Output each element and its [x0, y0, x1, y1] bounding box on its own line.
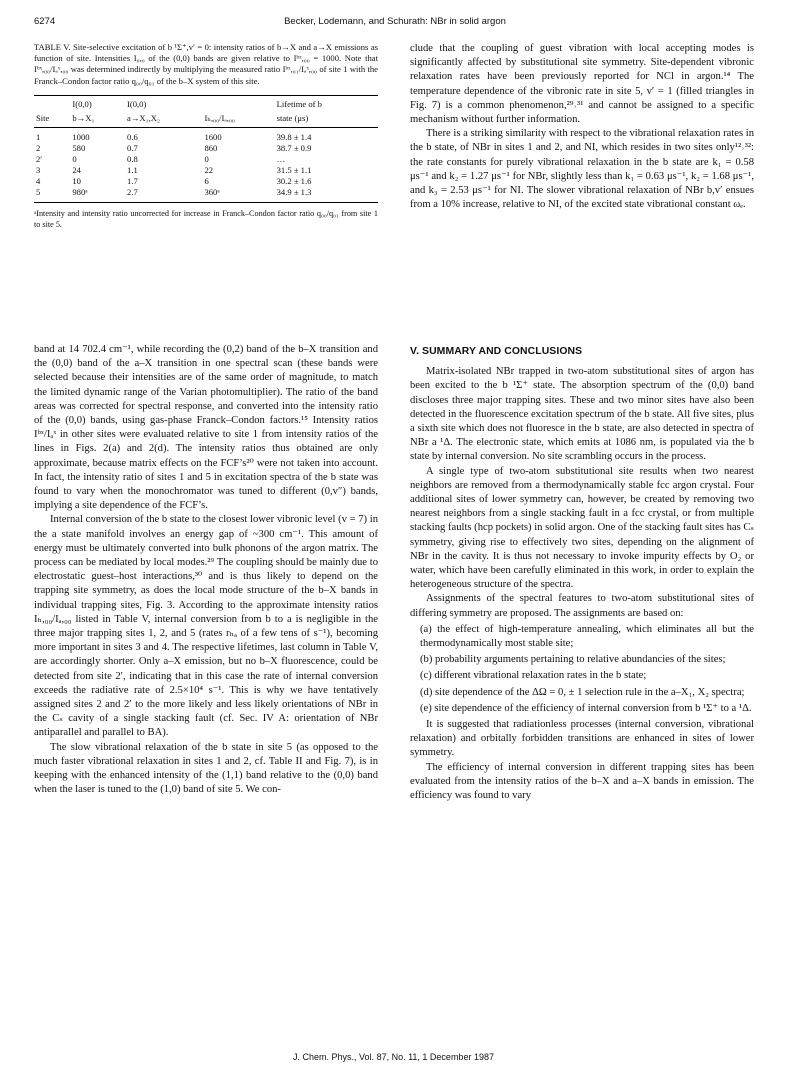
cell-life: …	[276, 153, 286, 164]
cell-bx: 1000	[72, 131, 90, 142]
cell-site: 2	[36, 142, 41, 153]
cell-ratio: 0	[204, 153, 209, 164]
list-item: (b) probability arguments pertaining to relative abundancies of the sites;	[420, 654, 726, 666]
table-caption: TABLE V. Site-selective excitation of b ¹Σ⁺,v′ = 0: intensity ratios of b→X and a→X emissions as function of site. Intensities I₀,₀ of the (0,0) bands are given relative to Iᵇˣ,₀₀ = 1000. Note that Iᵇˣ,₀₀/Iₐˣ,₀₀ was determined indirectly by multiplying the measured ratio Iᵇˣ,₀₁/Iₐˣ,₀₀ of site 1 with the Franck–Condon factor ratio q₀₀/q₀₁ of the b–X system of this site.	[34, 42, 378, 86]
paragraph: A single type of two-atom substitutional site results when two nearest neighbors are removed from a thermodynamically stable fcc argon crystal. Four additional sites of lower symmetry can, however, be created by removing two nearest neighbors from a single stacking fault in a fcc crystal, or from multiple stacking faults (hcp pockets) in solid argon. One of the stacking fault sites has Cₛ symmetry, giving rise to effectively two sites, depending on the alignment of NBr in the cavity. It is thus not necessary to invoke impurity effects by O₂ or water, which have been carefully eliminated in this work, in order to explain the heterogeneous structure of the spectra.	[410, 465, 754, 591]
cell-bx: 980ᵃ	[70, 187, 125, 203]
cell-ratio: 1600	[204, 131, 222, 142]
col-header-bx: b→X₁	[70, 110, 125, 128]
cell-bx: 10	[72, 175, 81, 186]
col-header-ratio: Iₕ,₀₀/Iₐ,₀₀	[202, 110, 274, 128]
paragraph: clude that the coupling of guest vibration with local accepting modes is significantly affected by substitutional site symmetry. Site-dependent vibronic relaxation rates have been previously reported for NCl in argon.¹⁴ The temperature dependence of the vibronic rate in site 5, v′ = 1 (filled triangles in Fig. 7) is a common phenomenon,²⁹˒³¹ and cannot be assigned to a specific mechanism without further information.	[410, 43, 754, 126]
paragraph: Assignments of the spectral features to two-atom substitutional sites of differing symmetry are proposed. The assignments are based on:	[410, 593, 754, 619]
running-header	[34, 16, 756, 30]
col-header-ax-top: I(0,0)	[125, 95, 202, 110]
cell-ax: 0.6	[127, 131, 138, 142]
cell-site: 5	[34, 187, 70, 203]
col-header-life: state (μs)	[275, 110, 378, 128]
cell-life: 38.7 ± 0.9	[276, 142, 312, 153]
journal-footer: J. Chem. Phys., Vol. 87, No. 11, 1 December 1987	[293, 1052, 494, 1062]
cell-bx: 24	[72, 164, 81, 175]
list-item: (c) different vibrational relaxation rates in the b state;	[420, 670, 647, 682]
section-heading: V. SUMMARY AND CONCLUSIONS	[410, 346, 583, 357]
paragraph: band at 14 702.4 cm⁻¹, while recording the (0,2) band of the b–X transition and the (0,0) band of the a–X transition in one spectral scan (these bands were selected because their intensities are of the same order of magnitude, to match the limited dynamic range of the Varian photomultiplier). The ratio of the band areas was corrected for spectral response, and converted into the intensity ratio of the (0,0) bands, using gas-phase Franck–Condon factors.¹⁵ Intensity ratios Iᵇˣ/Iₐˣ in other sites were evaluated relative to site 1 from intensity ratios of the lines in Figs. 2(a) and 2(d). The intensity ratios thus obtained are only approximate, because matrix effects on the FCF’s²⁰ were not taken into account. In fact, the intensity ratio of sites 1 and 5 in excitation spectra of the b state was found to vary when the monochromator was tuned to different (0,v″) bands, implying a site dependence of the FCF’s.	[34, 344, 378, 512]
cell-site: 1	[36, 131, 41, 142]
table-row	[34, 143, 378, 154]
table-row	[34, 154, 378, 165]
paragraph: Matrix-isolated NBr trapped in two-atom substitutional sites of argon has been excited to the b ¹Σ⁺ state. The absorption spectrum of the (0,0) band discloses three major trapping sites. These and two minor sites have also been detected in the fluorescence excitation spectrum of the b state. All five sites, plus a sixth site which does not fluoresce in the b state, are also detected in spectra of NBr a ¹Δ. The electronic state, which emits at 1086 nm, is populated via the b state by internal conversion. No site scrambling occurs in the process.	[410, 366, 754, 463]
cell-ax: 1.1	[127, 164, 138, 175]
table-v	[34, 95, 378, 203]
cell-site: 4	[36, 175, 41, 186]
table-row	[34, 176, 378, 187]
cell-ax: 2.7	[125, 187, 202, 203]
running-head-title: Becker, Lodemann, and Schurath: NBr in solid argon	[284, 16, 506, 27]
col-header-life-top: Lifetime of b	[275, 95, 378, 110]
right-column-body	[410, 343, 754, 803]
list-item: (a) the effect of high-temperature annealing, which eliminates all but the thermodynamically most stable site;	[420, 623, 754, 650]
cell-ax: 0.7	[127, 142, 138, 153]
table-footnote: ᵃIntensity and intensity ratio uncorrected for increase in Franck–Condon factor ratio q₀₀/q₀₁ from site 1 to site 5.	[34, 208, 378, 229]
col-header-site: Site	[34, 110, 70, 128]
cell-bx: 0	[72, 153, 77, 164]
paragraph: It is suggested that radiationless processes (internal conversion, vibrational relaxation) and orbitally forbidden transitions are enhanced in sites of lower symmetry.	[410, 719, 754, 759]
paragraph: The slow vibrational relaxation of the b state in site 5 (as opposed to the much faster vibrational relaxation in sites 1 and 2, cf. Table II and Fig. 7), is in keeping with the enhanced intensity of the (1,1) band relative to the (0,0) band when the laser is tuned to the (1,0) band of site 5. We con-	[34, 741, 378, 796]
cell-ax: 0.8	[127, 153, 138, 164]
cell-ax: 1.7	[127, 175, 138, 186]
right-column-top	[410, 42, 754, 212]
col-header-ratio-blank	[202, 95, 274, 110]
paragraph: There is a striking similarity with respect to the vibrational relaxation rates in the b state, of NBr in sites 1 and 2, and NI, which resides in two sites only¹²˒³²: the rate constants for purely vibrational relaxation in the b state are k₁ = 0.58 μs⁻¹ and k₂ = 1.27 μs⁻¹ for NBr, slightly less than k₁ = 0.63 μs⁻¹, k₂ = 1.68 μs⁻¹, and k₃ = 2.53 μs⁻¹ for NI. The slower vibrational relaxation of NBr b,v′ ensues from a 10% increase, relative to NI, of the excited state vibrational constant ωₑ.	[410, 128, 754, 211]
cell-life: 30.2 ± 1.6	[276, 175, 312, 186]
cell-ratio: 360ᵃ	[202, 187, 274, 203]
col-header-site-blank	[34, 95, 70, 110]
cell-bx: 580	[72, 142, 86, 153]
list-item: (d) site dependence of the ΔΩ = 0, ± 1 selection rule in the a–X₁, X₂ spectra;	[420, 686, 745, 698]
col-header-bx-top: I(0,0)	[70, 95, 125, 110]
cell-site: 3	[36, 164, 41, 175]
cell-ratio: 860	[204, 142, 218, 153]
cell-site: 2′	[36, 153, 43, 164]
cell-life: 34.9 ± 1.3	[275, 187, 378, 203]
table-row	[34, 187, 378, 203]
list-item: (e) site dependence of the efficiency of internal conversion from b ¹Σ⁺ to a ¹Δ.	[420, 702, 752, 714]
table-v-block	[34, 42, 378, 230]
col-header-ax: a→X₁,X₂	[125, 110, 202, 128]
table-row	[34, 127, 378, 143]
assignment-list	[410, 623, 754, 716]
cell-ratio: 6	[204, 175, 209, 186]
paragraph: Internal conversion of the b state to the closest lower vibronic level (v = 7) in the a state manifold involves an energy gap of ~300 cm⁻¹. This amount of energy must be ultimately converted into bulk phonons of the argon matrix. The process can be mediated by local modes.²⁹ The coupling should be mainly due to electrostatic guest–host interactions,³⁰ and is thus likely to depend on the trapping site symmetry, as does the local mode structure of the b–X bands in individual trapping sites, Fig. 3. According to the approximate intensity ratios Iₕ,₀₀/Iₐ,₀₀ listed in Table V, internal conversion from b to a is negligible in the three major trapping sites 1, 2, and 5 (rates rₕₐ of a few tens of s⁻¹), becoming more important in sites 3 and 4. The respective lifetimes, last column in Table V, are accordingly shorter. Only a–X emission, but no b–X fluorescence, could be detected from site 2′, indicating that in this case the rate of internal conversion exceeds the radiative rate of 2.5×10⁴ s⁻¹. This is why we have tentatively assigned sites 2 and 2′ to the more likely and less likely orientations of NBr in the Cₛ cavity of a single stacking fault (cf. Sec. IV A: orientation of NBr antiparallel and parallel to BA).	[34, 514, 378, 739]
cell-life: 31.5 ± 1.1	[276, 164, 312, 175]
cell-life: 39.8 ± 1.4	[276, 131, 312, 142]
cell-ratio: 22	[204, 164, 214, 175]
left-column-body	[34, 343, 378, 798]
table-row	[34, 165, 378, 176]
paragraph: The efficiency of internal conversion in different trapping sites has been evaluated from the intensity ratios of the b–X and a–X bands in emission. The efficiency was found to vary	[410, 761, 754, 802]
page-number: 6274	[34, 16, 56, 27]
